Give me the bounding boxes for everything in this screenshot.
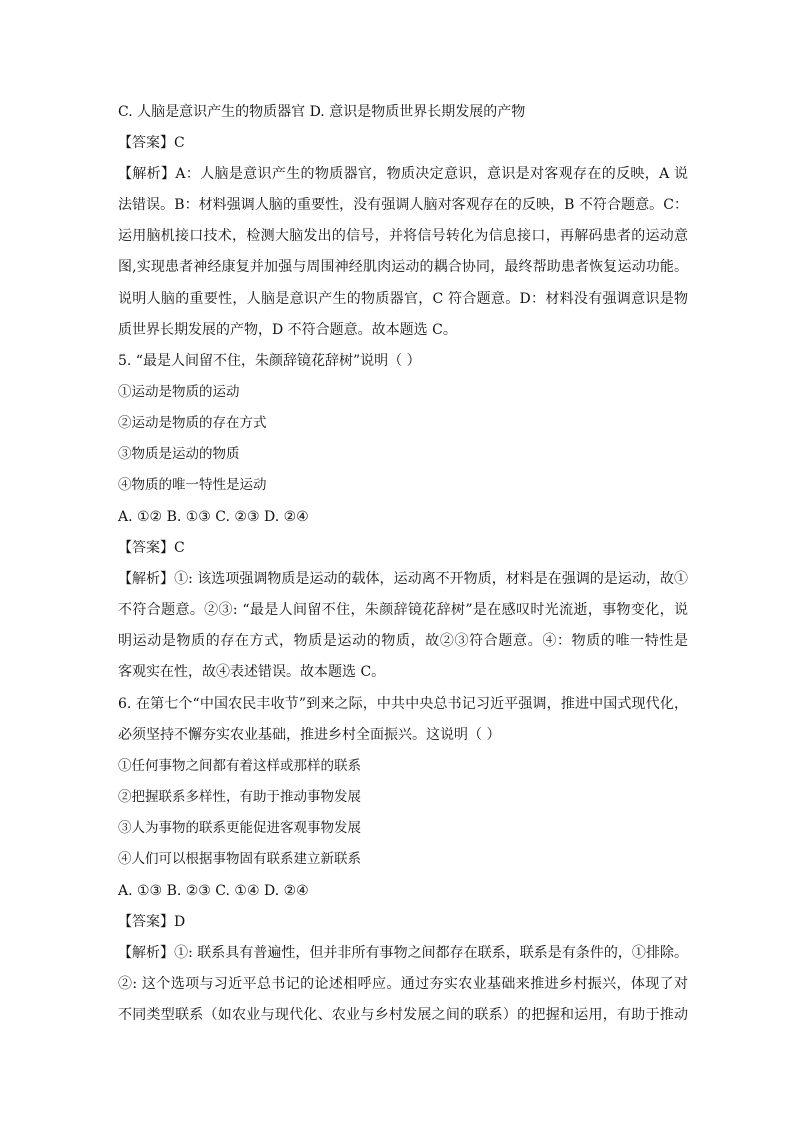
statement-item: ③人为事物的联系更能促进客观事物发展 bbox=[118, 820, 361, 836]
analysis-line: 客观实在性，故④表述错误。故本题选 C。 bbox=[118, 664, 386, 680]
choice-line: A. ①② B. ①③ C. ②③ D. ②④ bbox=[118, 509, 309, 525]
answer-line: 【答案】D bbox=[118, 914, 186, 930]
statement-item: ①运动是物质的运动 bbox=[118, 384, 240, 400]
question-6-stem: 6. 在第七个“中国农民丰收节”到来之际，中共中央总书记习近平强调，推进中国式现代化， bbox=[118, 696, 688, 712]
choice-line: A. ①③ B. ②③ C. ①④ D. ②④ bbox=[118, 883, 309, 899]
analysis-line: ②: 这个选项与习近平总书记的论述相呼应。通过夯实农业基础来推进乡村振兴，体现了对 bbox=[118, 976, 688, 992]
option-line-c-d: C. 人脑是意识产生的物质器官 D. 意识是物质世界长期发展的产物 bbox=[118, 104, 526, 120]
analysis-line: 【解析】①: 联系具有普遍性，但并非所有事物之间都存在联系，联系是有条件的，①排除。 bbox=[118, 945, 688, 961]
statement-item: ②把握联系多样性，有助于推动事物发展 bbox=[118, 789, 361, 805]
answer-line: 【答案】C bbox=[118, 540, 185, 556]
analysis-line: 不同类型联系（如农业与现代化、农业与乡村发展之间的联系）的把握和运用，有助于推动 bbox=[118, 1007, 688, 1023]
answer-line: 【答案】C bbox=[118, 135, 185, 151]
analysis-line: 【解析】A：人脑是意识产生的物质器官，物质决定意识，意识是对客观存在的反映，A 说 bbox=[118, 166, 688, 182]
statement-item: ④人们可以根据事物固有联系建立新联系 bbox=[118, 851, 361, 867]
question-6-stem: 必须坚持不懈夯实农业基础，推进乡村全面振兴。这说明（ ） bbox=[118, 727, 501, 743]
analysis-line: 质世界长期发展的产物，D 不符合题意。故本题选 C。 bbox=[118, 322, 457, 338]
statement-item: ④物质的唯一特性是运动 bbox=[118, 477, 267, 493]
question-5-stem: 5. “最是人间留不住，朱颜辞镜花辞树”说明（ ） bbox=[118, 353, 421, 369]
analysis-line: 运用脑机接口技术，检测大脑发出的信号，并将信号转化为信息接口，再解码患者的运动意 bbox=[118, 228, 688, 244]
analysis-line: 不符合题意。②③: “最是人间留不住，朱颜辞镜花辞树”是在感叹时光流逝，事物变化，说 bbox=[118, 602, 688, 618]
analysis-line: 明运动是物质的存在方式，物质是运动的物质，故②③符合题意。④：物质的唯一特性是 bbox=[118, 633, 688, 649]
analysis-line: 说明人脑的重要性，人脑是意识产生的物质器官，C 符合题意。D：材料没有强调意识是物 bbox=[118, 291, 688, 307]
analysis-line: 【解析】①: 该选项强调物质是运动的载体，运动离不开物质，材料是在强调的是运动，故① bbox=[118, 571, 688, 587]
analysis-line: 图,实现患者神经康复并加强与周围神经肌肉运动的耦合协同，最终帮助患者恢复运动功能。 bbox=[118, 259, 688, 275]
analysis-line: 法错误。B：材料强调人脑的重要性，没有强调人脑对客观存在的反映，B 不符合题意。C： bbox=[118, 197, 688, 213]
statement-item: ③物质是运动的物质 bbox=[118, 446, 240, 462]
statement-item: ②运动是物质的存在方式 bbox=[118, 415, 267, 431]
statement-item: ①任何事物之间都有着这样或那样的联系 bbox=[118, 758, 361, 774]
